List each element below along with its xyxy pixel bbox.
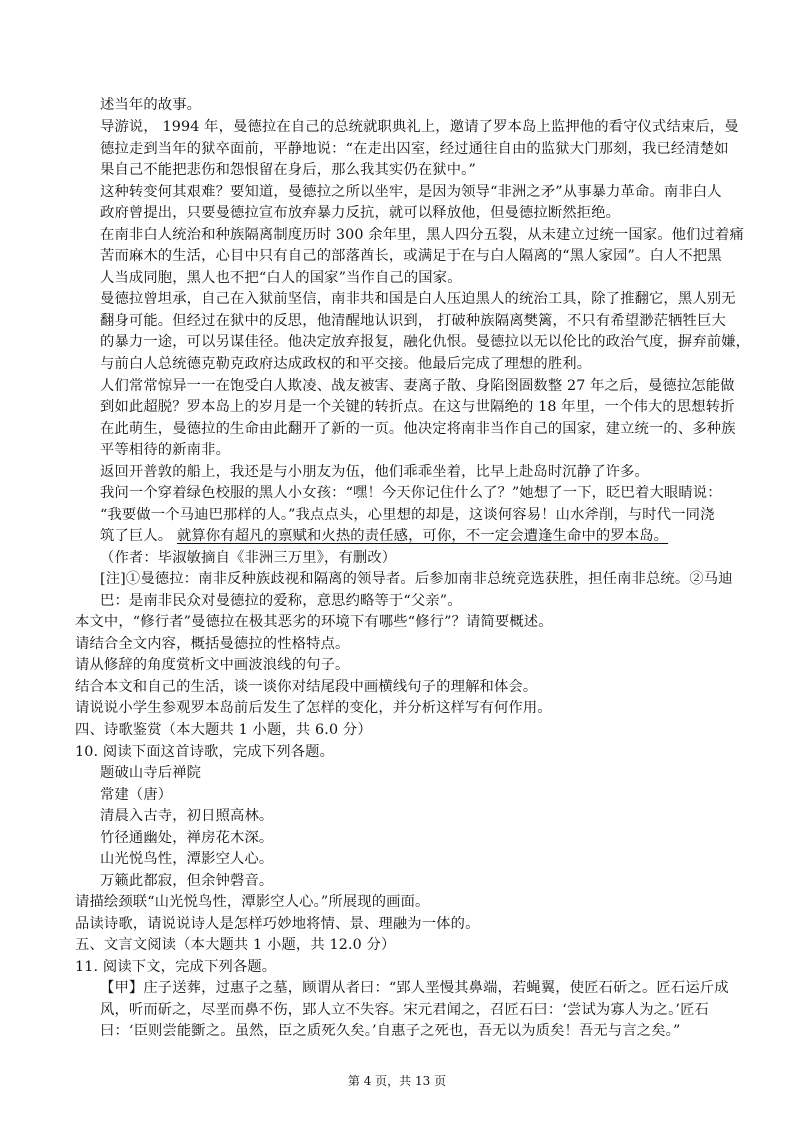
question-9-2: 请结合全文内容，概括曼德拉的性格特点。 [75, 636, 350, 652]
passage-line: 苦而麻木的生活，心目中只有自己的部落酋长，或满足于在与白人隔离的“黑人家园”。白人不把黑 [100, 248, 722, 264]
question-11: 11. 阅读下文，完成下列各题。 [75, 959, 277, 975]
classical-text-line: 曰：‘臣则尝能斵之。虽然，臣之质死久矣。’自惠子之死也，吾无以为质矣！吾无与言之矣。” [100, 1023, 681, 1039]
question-10-2: 品读诗歌，请说说诗人是怎样巧妙地将情、景、理融为一体的。 [75, 916, 480, 932]
question-9-5: 请说说小学生参观罗本岛前后发生了怎样的变化，并分析这样写有何作用。 [75, 700, 552, 716]
underlined-sentence: 就算你有超凡的禀赋和火热的责任感，可你，不一定会遭逢生命中的罗本岛。 [176, 528, 669, 544]
question-10: 10. 阅读下面这首诗歌，完成下列各题。 [75, 744, 335, 760]
passage-line: 的暴力一途，可以另谋佳径。他决定放弃报复，融化仇恨。曼德拉以无以伦比的政治气度，摒弃前嫌， [100, 334, 751, 350]
passage-line-text: 筑了巨人。 [100, 528, 177, 544]
poem-author: 常建（唐） [100, 787, 173, 803]
poem-line: 清晨入古寺，初日照高林。 [100, 808, 274, 824]
poem-line: 竹径通幽处，禅房花木深。 [100, 830, 274, 846]
footnote-line: 巴：是南非民众对曼德拉的爱称，意思约略等于“父亲”。 [100, 593, 462, 609]
passage-line: 人们常常惊异一一在饱受白人欺凌、战友被害、妻离子散、身陷囹圄数整 27 年之后，曼德拉怎能做 [100, 378, 735, 394]
passage-line: 曼德拉曾坦承，自己在入狱前坚信，南非共和国是白人压迫黑人的统治工具，除了推翻它，黑人别无 [100, 291, 736, 307]
question-9-1: 本文中，“修行者”曼德拉在极其恶劣的环境下有哪些“修行”？请简要概述。 [75, 614, 553, 630]
passage-line: 翻身可能。但经过在狱中的反思，他清醒地认识到， 打破种族隔离樊篱，不只有希望渺茫牺牲巨大 [100, 313, 726, 329]
passage-line: 人当成同胞，黑人也不把“白人的国家”当作自己的国家。 [100, 270, 462, 286]
passage-line: 到如此超脱？罗本岛上的岁月是一个关键的转折点。在这与世隔绝的 18 年里，一个伟大的思想转折 [100, 399, 735, 415]
question-9-4: 结合本文和自己的生活，谈一谈你对结尾段中画横线句子的理解和体会。 [75, 679, 538, 695]
footnote-line: [注]①曼德拉：南非反种族歧视和隔离的领导者。后参加南非总统竞选获胜，担任南非总统。②马迪 [100, 571, 733, 587]
passage-line: “我要做一个马迪巴那样的人。”我点点头，心里想的却是，这谈何容易！山水斧削，与时代一同浇 [100, 507, 715, 523]
passage-line: 这种转变何其艰难？要知道，曼德拉之所以坐牢，是因为领导“非洲之矛”从事暴力革命。南非白人 [100, 184, 722, 200]
passage-line: 述当年的故事。 [100, 97, 202, 113]
passage-line: 德拉走到当年的狱卒面前，平静地说：“在走出囚室，经过通往自由的监狱大门那刻，我已经清楚如 [100, 141, 729, 157]
classical-text-line: 风，听而斫之，尽垩而鼻不伤，郢人立不失容。宋元君闻之，召匠石曰：‘尝试为寡人为之。’匠石 [100, 1002, 710, 1018]
passage-line: 我问一个穿着绿色校服的黑人小女孩：“嘿！今天你记住什么了？”她想了一下，眨巴着大眼睛说： [100, 485, 722, 501]
poem-line: 万籁此都寂，但余钟磬音。 [100, 873, 274, 889]
passage-line: 导游说， 1994 年，曼德拉在自己的总统就职典礼上，邀请了罗本岛上监押他的看守仪式结束后，曼 [100, 119, 739, 135]
passage-line: 返回开普敦的船上，我还是与小朋友为伍，他们乖乖坐着，比早上赴岛时沉静了许多。 [100, 464, 649, 480]
section-heading-poetry: 四、诗歌鉴赏（本大题共 1 小题，共 6.0 分） [75, 722, 372, 738]
passage-line: 与前白人总统德克勒克政府达成政权的和平交接。他最后完成了理想的胜利。 [100, 356, 592, 372]
passage-line: 政府曾提出，只要曼德拉宣布放弃暴力反抗，就可以释放他，但曼德拉断然拒绝。 [100, 205, 621, 221]
section-heading-classical: 五、文言文阅读（本大题共 1 小题，共 12.0 分） [75, 937, 396, 953]
source-note: （作者：毕淑敏摘自《非洲三万里》，有删改） [100, 550, 397, 566]
passage-line [100, 526, 668, 546]
question-10-1: 请描绘颈联“山光悦鸟性，潭影空人心。”所展现的画面。 [75, 894, 430, 910]
passage-line: 在南非白人统治和种族隔离制度历时 300 余年里，黑人四分五裂，从未建立过统一国家。他们过着痛 [100, 227, 744, 243]
passage-line: 果自己不能把悲伤和怨恨留在身后，那么我其实仍在狱中。” [100, 162, 476, 178]
poem-line: 山光悦鸟性，潭影空人心。 [100, 851, 274, 867]
poem-title: 题破山寺后禅院 [100, 765, 202, 781]
passage-line: 平等相待的新南非。 [100, 442, 231, 458]
classical-text-line: 【甲】庄子送葬，过惠子之墓，顾谓从者曰：“郢人垩慢其鼻端，若蝇翼，使匠石斫之。匠石运斤成 [100, 980, 729, 996]
passage-line: 在此萌生，曼德拉的生命由此翻开了新的一页。他决定将南非当作自己的国家，建立统一的、多种族 [100, 421, 736, 437]
question-9-3: 请从修辞的角度赏析文中画波浪线的句子。 [75, 657, 350, 673]
page-number: 第 4 页，共 13 页 [347, 1074, 447, 1088]
